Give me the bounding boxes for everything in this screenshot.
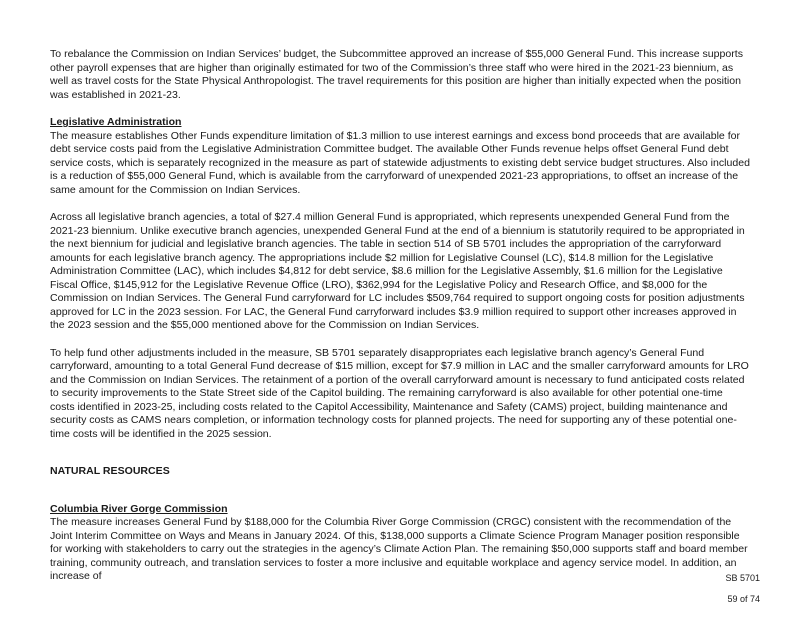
- intro-paragraph: To rebalance the Commission on Indian Services’ budget, the Subcommittee approved an increase of $55,000 General Fund. This increase supports other payroll expenses that are higher than originally estimated for two of the Commission’s three staff who were hired in the 2021-23 biennium, as well as travel costs for the State Physical Anthropologist. The travel requirements for this position are higher than initially expected when the position was established in 2021-23.: [50, 48, 743, 101]
- footer-page-number: 59 of 74: [727, 594, 760, 604]
- document-body: [50, 48, 750, 584]
- crgc-heading: Columbia River Gorge Commission: [50, 502, 228, 515]
- help-fund-paragraph: To help fund other adjustments included in the measure, SB 5701 separately disappropriates each legislative branch agency’s General Fund carryforward, amounting to a total General Fund decrease of $15 million, except for $7.9 million in LAC and the smaller carryforward amounts for LRO and the Commission on Indian Services. The retainment of a portion of the overall carryforward amount is necessary to fund anticipated costs related to security improvements to the State Street side of the Capitol building. The remaining carryforward is also available for other potential one-time costs identified in 2023-25, including costs related to the Capitol Accessibility, Maintenance and Safety (CAMS) project, building maintenance and security costs as CAMS nears completion, or information technology costs for planned projects. The need for supporting any of these potential one-time costs will be identified in the 2025 session.: [50, 346, 749, 440]
- legislative-admin-heading: Legislative Administration: [50, 116, 182, 128]
- across-branch-paragraph: Across all legislative branch agencies, a total of $27.4 million General Fund is appropriated, which represents unexpended General Fund from the 2021-23 biennium. Unlike executive branch agencies, unexpended General Fund at the end of a biennium is statutorily required to be appropriated in the next biennium for judicial and legislative branch agencies. The table in section 514 of SB 5701 includes the appropriation of the carryforward amounts for each legislative branch agency. The appropriations include $2 million for Legislative Counsel (LC), $14.8 million for the Legislative Administration Committee (LAC), which includes $4,812 for debt service, $8.6 million for the Legislative Assembly, $1.6 million for the Legislative Fiscal Office, $145,912 for the Legislative Revenue Office (LRO), $362,994 for the Legislative Policy and Research Office, and $8,000 for the Commission on Indian Services. The General Fund carryforward for LC includes $509,764 required to support ongoing costs for position adjustments approved for LC in the 2023 session. For LAC, the General Fund carryforward includes $3.9 million required to support other increases approved in the 2023 session and the $55,000 mentioned above for the Commission on Indian Services.: [50, 211, 745, 331]
- legislative-admin-paragraph: The measure establishes Other Funds expenditure limitation of $1.3 million to use interest earnings and excess bond proceeds that are available for debt service costs paid from the Legislative Administration Committee budget. The available Other Funds revenue helps offset General Fund debt service costs, which is separately recognized in the measure as part of statewide adjustments to existing debt service budget structures. Also included is a reduction of $55,000 General Fund, which is available from the carryforward of unexpended 2021-23 appropriations, to offset an increase of the same amount for the Commission on Indian Services.: [50, 129, 750, 196]
- crgc-paragraph: The measure increases General Fund by $188,000 for the Columbia River Gorge Commission (CRGC) consistent with the recommendation of the Joint Interim Committee on Ways and Means in January 2024. Of this, $138,000 supports a Climate Science Program Manager position responsible for working with stakeholders to carry out the strategies in the agency’s Climate Action Plan. The remaining $50,000 supports staff and board member training, community outreach, and translation services to foster a more inclusive and equitable workplace and agency service model. In addition, an increase of: [50, 516, 748, 582]
- natural-resources-heading: NATURAL RESOURCES: [50, 465, 170, 477]
- footer-bill-number: SB 5701: [725, 573, 760, 583]
